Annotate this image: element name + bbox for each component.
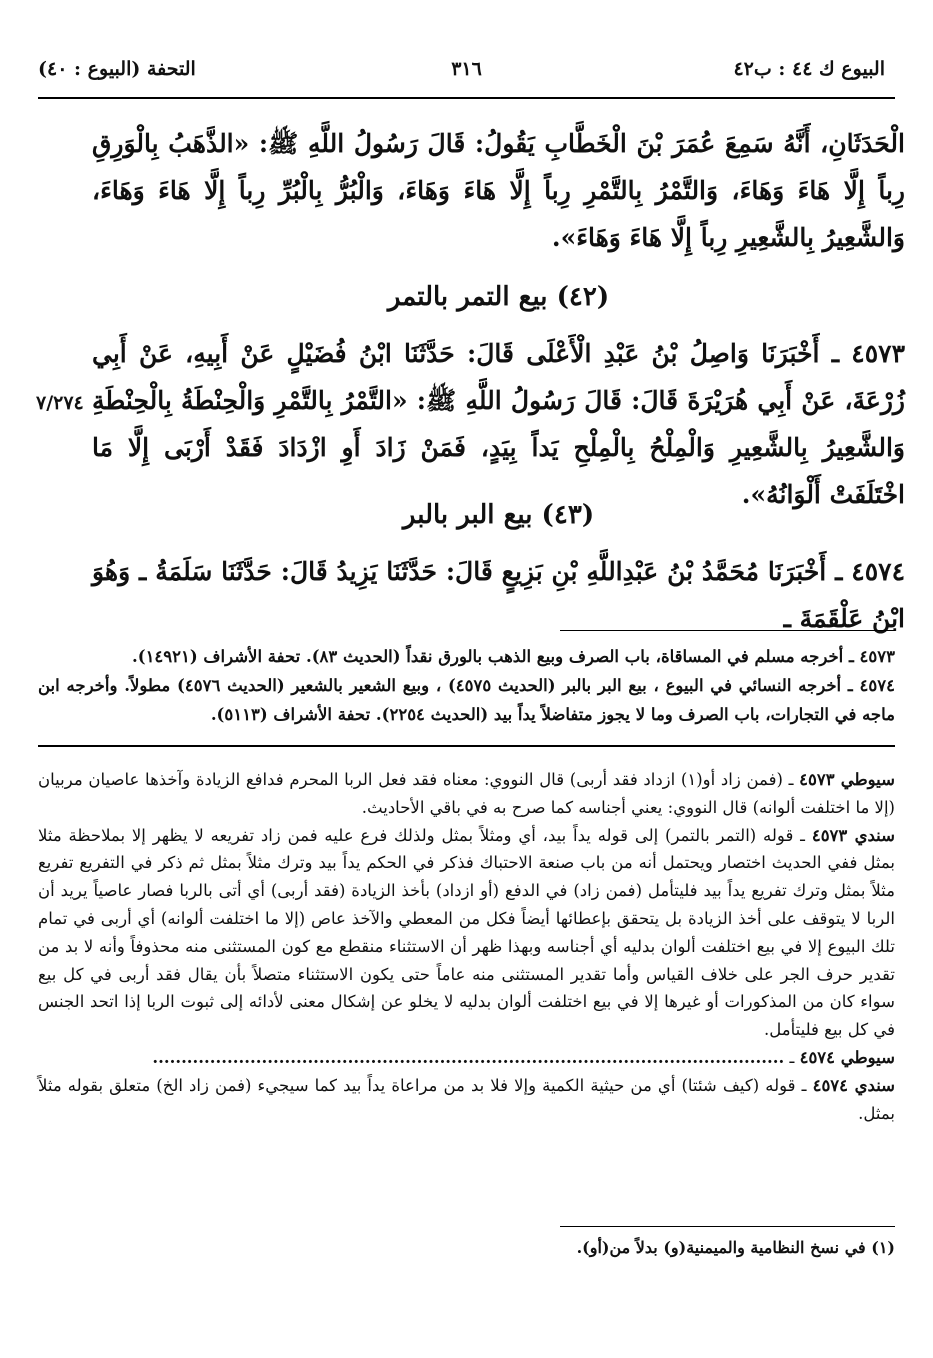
header-book-chapter: البيوع ك ٤٤ : ب٤٢ <box>733 58 885 80</box>
reference-4574: ٤٥٧٤ ـ أخرجه النسائي في البيوع ، بيع البر بالبر (الحديث ٤٥٧٥) ، وبيع الشعير بالشعير (الحديث ٤٥٧٦) مطولاً. وأخرجه ابن ماجه في التجارات، باب الصرف وما لا يجوز متفاضلاً يداً بيد (الحديث ٢٢٥٤). تحفة الأشراف (٥١١٣). <box>38 676 895 724</box>
chapter-heading-42: (٤٢) بيع التمر بالتمر <box>387 282 610 312</box>
footnote-separator <box>560 1226 895 1227</box>
hadith-continuation: الْحَدَثَانِ، أَنَّهُ سَمِعَ عُمَرَ بْنَ الْخَطَّابِ يَقُولُ: قَالَ رَسُولُ اللَّهِ ﷺ: «الذَّهَبُ بِالْوَرِقِ رِباً إِلَّا هَاءَ وَهَاءَ، وَالتَّمْرُ بِالتَّمْرِ رِباً إِلَّا هَاءَ وَهَاءَ، وَالْبُرُّ بِالْبُرِّ رِباً إِلَّا هَاءَ وَهَاءَ، وَالشَّعِيرُ بِالشَّعِيرِ رِباً إِلَّا هَاءَ وَهَاءَ». <box>92 129 905 252</box>
commentary-text: ـ قوله (كيف شئتا) أي من حيثية الكمية وإلا فلا بد من مراعاة يداً بيد كما سيجيء (فمن زاد الخ) متعلق بقوله مثلاً بمثل. <box>38 1075 895 1123</box>
takhrij-references <box>38 642 895 729</box>
commentary-block <box>38 766 895 1127</box>
commentary-rule <box>38 745 895 747</box>
page-header <box>38 52 895 88</box>
page-number: ٣١٦ <box>451 58 482 80</box>
commentary-label: سيوطي ٤٥٧٤ <box>799 1047 895 1067</box>
commentary-suyuti-4574 <box>38 1044 895 1072</box>
commentary-suyuti-4573 <box>38 766 895 822</box>
commentary-text: ـ قوله (التمر بالتمر) إلى قوله يداً بيد، أي ومثلاً بمثل ولذلك فرع عليه فمن زاد تفريعه لا يظهر إلا بملاحظة مثلا بمثل ففي الحديث اختصار ويحتمل أنه من باب صنعة الاحتباك فذكر في الحكم يداً بيد وترك مثلاً بمثل ثم ذكر في التفريع تفريع مثلاً بمثل وترك تفريع يداً بيد فليتأمل (فمن زاد) في الدفع (أو ازداد) بأخذ الزيادة (فقد أربى) أي أتى بالربا فصار عاصياً يريد أن الربا لا يتوقف على أخذ الزيادة بل يتحقق بإعطائها أيضاً فكل من المعطي والآخذ عاص (إلا ما اختلفت ألوانه) أي أربى في تمام تلك البيوع إلا في بيع اختلفت ألوان بدليه أي أجناسه وبهذا ظهر أن الاستثناء منقطع مع كون المستثنى منه محذوفاً وأنه لا بد من تقدير حرف الجر على خلاف القياس وأما تقدير المستثنى منه عاماً حتى يكون الاستثناء متصلاً بأن يقال فقد أربى في كل بيع سواء كان من المذكورات أو غيرها إلا في بيع اختلفت ألوان بدليه لا يخلو عن إشكال معنى لأدائه إلى ثبوت الربا إذا اتحد الجنس في كل بيع فليتأمل. <box>38 825 895 1040</box>
header-rule <box>38 97 895 99</box>
commentary-label: سندي ٤٥٧٤ <box>812 1075 895 1095</box>
commentary-sindi-4573 <box>38 822 895 1044</box>
reference-4573: ٤٥٧٣ ـ أخرجه مسلم في المساقاة، باب الصرف وبيع الذهب بالورق نقداً (الحديث ٨٣). تحفة الأشراف (١٤٩٢١). <box>132 647 895 666</box>
commentary-text: ـ (فمن زاد أو(١) ازداد فقد أربى) قال النووي: معناه فقد فعل الربا المحرم فدافع الزيادة وآخذها عاصيان مربيان (إلا ما اختلفت ألوانه) قال النووي: يعني أجناسه كما صرح به في باقي الأحاديث. <box>38 770 895 817</box>
commentary-sindi-4574 <box>38 1072 895 1128</box>
hadith-4574: ٤٥٧٤ ـ أَخْبَرَنَا مُحَمَّدُ بْنُ عَبْدِاللَّهِ بْنِ بَزِيعٍ قَالَ: حَدَّثَنَا يَزِيدُ قَالَ: حَدَّثَنَا سَلَمَةُ ـ وَهُوَ ابْنُ عَلْقَمَةَ ـ <box>92 557 905 633</box>
hadith-4573: ٤٥٧٣ ـ أَخْبَرَنَا وَاصِلُ بْنُ عَبْدِ الْأَعْلَى قَالَ: حَدَّثَنَا ابْنُ فُضَيْلٍ عَنْ أَبِيهِ، عَنْ أَبِي زُرْعَةَ، عَنْ أَبِي هُرَيْرَةَ قَالَ: قَالَ رَسُولُ اللَّهِ ﷺ: «التَّمْرُ بِالتَّمْرِ وَالْحِنْطَةُ بِالْحِنْطَةِ وَالشَّعِيرُ بِالشَّعِيرِ وَالْمِلْحُ بِالْمِلْحِ يَداً بِيَدٍ، فَمَنْ زَادَ أَوِ ازْدَادَ فَقَدْ أَرْبَى إِلَّا مَا اخْتَلَفَتْ أَلْوَانُهُ». <box>92 339 905 509</box>
chapter-heading-43: (٤٣) بيع البر بالبر <box>402 500 595 530</box>
commentary-label: سيوطي ٤٥٧٣ <box>799 770 895 789</box>
dotted-leader: .............................................................................................................. <box>152 1047 785 1067</box>
header-tuhfa-ref: التحفة (البيوع : ٤٠) <box>38 58 196 80</box>
notes-separator <box>560 630 895 631</box>
commentary-text: ـ <box>789 1047 795 1067</box>
margin-volume-ref: ٧/٢٧٤ <box>36 392 84 414</box>
commentary-label: سندي ٤٥٧٣ <box>811 825 895 845</box>
footnote-1: (١) في نسخ النظامية والميمنية(و) بدلاً من(أو). <box>576 1238 895 1257</box>
